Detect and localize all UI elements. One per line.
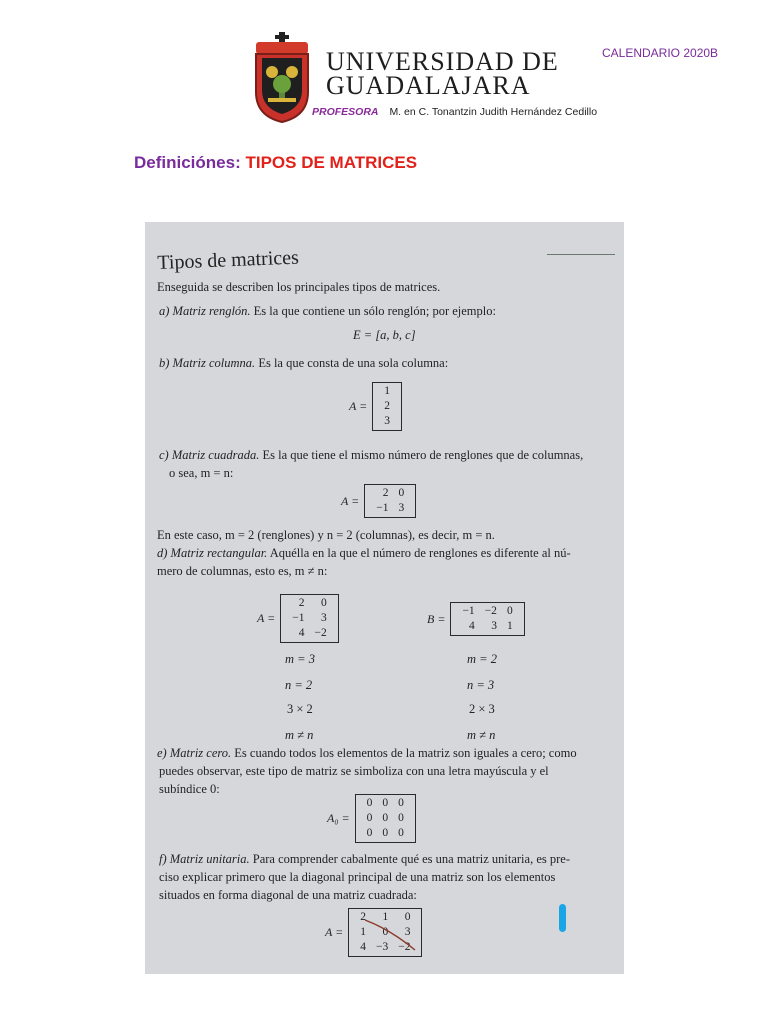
matrix-row bbox=[457, 604, 517, 619]
matrix-e-grid bbox=[362, 796, 409, 841]
matrix-row bbox=[379, 399, 395, 414]
item-b-label: b) Matriz columna. bbox=[159, 356, 256, 370]
item-a-example: E = [a, b, c] bbox=[353, 328, 416, 342]
university-name-line1: UNIVERSIDAD DE bbox=[326, 47, 559, 76]
professor-name: M. en C. Tonantzin Judith Hernández Cedillo bbox=[389, 106, 598, 118]
matrix-cell: 0 bbox=[382, 797, 389, 809]
matrix-cell: 1 bbox=[506, 620, 513, 632]
matrix-cell: 1 bbox=[382, 911, 389, 923]
book-title: Tipos de matrices bbox=[157, 246, 300, 274]
diagonal-mark bbox=[361, 912, 421, 956]
matrix-cell: 1 bbox=[384, 385, 390, 397]
item-d-label: d) Matriz rectangular. bbox=[157, 546, 268, 560]
item-f-text: Para comprender cabalmente qué es una matriz unitaria, es pre- bbox=[252, 852, 570, 866]
note-b-3: m ≠ n bbox=[467, 728, 496, 742]
section-title: TIPOS DE MATRICES bbox=[245, 153, 418, 172]
matrix-row bbox=[362, 811, 409, 826]
item-e bbox=[157, 746, 577, 761]
matrix-row bbox=[287, 626, 332, 641]
matrix-row bbox=[379, 414, 395, 429]
matrix-cell: 2 bbox=[384, 400, 390, 412]
blue-highlight-mark bbox=[559, 904, 566, 932]
item-f-text3: situados en forma diagonal de una matriz cuadrada: bbox=[159, 888, 417, 902]
matrix-row bbox=[371, 501, 409, 516]
item-f bbox=[159, 852, 570, 867]
matrix-cell: 2 bbox=[360, 911, 366, 923]
book-intro: Enseguida se describen los principales tipos de matrices. bbox=[157, 280, 441, 294]
matrix-cell: 0 bbox=[366, 827, 373, 839]
matrix-cell: 0 bbox=[382, 926, 389, 938]
item-b-text: Es la que consta de una sola columna: bbox=[258, 356, 449, 370]
matrix-cell: 0 bbox=[382, 812, 389, 824]
matrix-row bbox=[379, 384, 395, 399]
matrix-row bbox=[287, 611, 332, 626]
matrix-cell: 2 bbox=[298, 597, 305, 609]
matrix-cell: −2 bbox=[314, 627, 327, 639]
matrix-cell: 0 bbox=[398, 827, 404, 839]
item-e-text2: puedes observar, este tipo de matriz se simboliza con una letra mayúscula y el bbox=[159, 764, 549, 778]
university-seal-logo bbox=[250, 32, 314, 124]
matrix-row bbox=[371, 486, 409, 501]
textbook-page bbox=[145, 222, 624, 974]
item-e-label: e) Matriz cero. bbox=[157, 746, 232, 760]
matrix-cell: 0 bbox=[320, 597, 327, 609]
page-rule bbox=[547, 254, 615, 255]
matrix-cell: −1 bbox=[376, 502, 389, 514]
matrix-c-lhs: A = bbox=[341, 493, 360, 508]
item-e-text3: subíndice 0: bbox=[159, 782, 220, 796]
matrix-d-b-grid bbox=[457, 604, 517, 634]
matrix-c bbox=[341, 484, 416, 518]
matrix-b-lhs: A = bbox=[349, 399, 368, 413]
matrix-cell: 0 bbox=[366, 797, 373, 809]
matrix-e bbox=[327, 794, 416, 843]
matrix-e-lhs: A₀ = bbox=[327, 811, 350, 825]
matrix-cell: 3 bbox=[404, 926, 411, 938]
section-label: Definiciónes: bbox=[134, 153, 241, 172]
item-a bbox=[159, 304, 496, 319]
item-d bbox=[157, 546, 571, 561]
item-c-case: En este caso, m = 2 (renglones) y n = 2 (columnas), es decir, m = n. bbox=[157, 528, 495, 542]
calendar-label: CALENDARIO 2020B bbox=[602, 46, 719, 60]
matrix-d-a bbox=[257, 594, 339, 643]
matrix-cell: 0 bbox=[506, 605, 513, 617]
item-a-label: a) Matriz renglón. bbox=[159, 304, 251, 318]
matrix-cell: −1 bbox=[462, 605, 475, 617]
matrix-cell: −1 bbox=[292, 612, 305, 624]
university-name bbox=[326, 47, 559, 100]
matrix-cell: 0 bbox=[398, 812, 404, 824]
matrix-d-a-grid bbox=[287, 596, 332, 641]
item-f-text2: ciso explicar primero que la diagonal principal de una matriz son los elementos bbox=[159, 870, 556, 884]
matrix-cell: 4 bbox=[360, 941, 366, 953]
note-b-0: m = 2 bbox=[467, 652, 497, 666]
item-e-text: Es cuando todos los elementos de la matriz son iguales a cero; como bbox=[234, 746, 577, 760]
matrix-cell: 0 bbox=[366, 812, 373, 824]
matrix-cell: 0 bbox=[382, 827, 389, 839]
note-a-1: n = 2 bbox=[285, 678, 313, 692]
matrix-cell: 4 bbox=[468, 620, 475, 632]
matrix-c-grid bbox=[371, 486, 409, 516]
matrix-f-lhs: A = bbox=[325, 925, 344, 939]
note-a-3: m ≠ n bbox=[285, 728, 314, 742]
matrix-cell: 0 bbox=[398, 487, 405, 499]
matrix-d-b-lhs: B = bbox=[427, 611, 446, 626]
matrix-cell: −3 bbox=[375, 941, 389, 953]
matrix-cell: 3 bbox=[320, 612, 327, 624]
matrix-cell: 0 bbox=[398, 797, 404, 809]
item-d-text2: mero de columnas, esto es, m ≠ n: bbox=[157, 564, 328, 578]
matrix-b bbox=[349, 382, 402, 431]
matrix-row bbox=[362, 796, 409, 811]
item-c-text: Es la que tiene el mismo número de renglones que de columnas, bbox=[262, 448, 584, 462]
matrix-cell: 1 bbox=[360, 926, 366, 938]
matrix-cell: 0 bbox=[404, 911, 411, 923]
matrix-cell: 3 bbox=[384, 415, 390, 427]
note-a-0: m = 3 bbox=[285, 652, 315, 666]
item-f-label: f) Matriz unitaria. bbox=[159, 852, 250, 866]
item-c-label: c) Matriz cuadrada. bbox=[159, 448, 260, 462]
item-d-text: Aquélla en la que el número de renglones es diferente al nú- bbox=[269, 546, 571, 560]
matrix-row bbox=[287, 596, 332, 611]
item-c-text2: o sea, m = n: bbox=[169, 466, 234, 480]
matrix-cell: −2 bbox=[484, 605, 497, 617]
textbook-photo bbox=[145, 222, 624, 974]
matrix-cell: 3 bbox=[398, 502, 405, 514]
item-c bbox=[159, 448, 583, 463]
item-a-text: Es la que contiene un sólo renglón; por ejemplo: bbox=[253, 304, 496, 318]
matrix-cell: 4 bbox=[298, 627, 305, 639]
matrix-row bbox=[457, 619, 517, 634]
note-b-1: n = 3 bbox=[467, 678, 495, 692]
matrix-cell: 3 bbox=[491, 620, 497, 632]
matrix-d-a-lhs: A = bbox=[257, 611, 276, 625]
university-name-line2: GUADALAJARA bbox=[326, 71, 531, 100]
matrix-cell: 2 bbox=[382, 487, 389, 499]
matrix-d-b bbox=[427, 602, 525, 636]
matrix-row bbox=[362, 826, 409, 841]
item-b bbox=[159, 356, 448, 371]
matrix-b-grid bbox=[379, 384, 395, 429]
matrix-cell: −2 bbox=[398, 941, 411, 953]
note-b-2: 2 × 3 bbox=[469, 702, 495, 716]
professor-label: PROFESORA bbox=[312, 106, 379, 118]
section-heading bbox=[134, 153, 417, 173]
note-a-2: 3 × 2 bbox=[287, 702, 313, 716]
professor-line bbox=[312, 106, 597, 118]
